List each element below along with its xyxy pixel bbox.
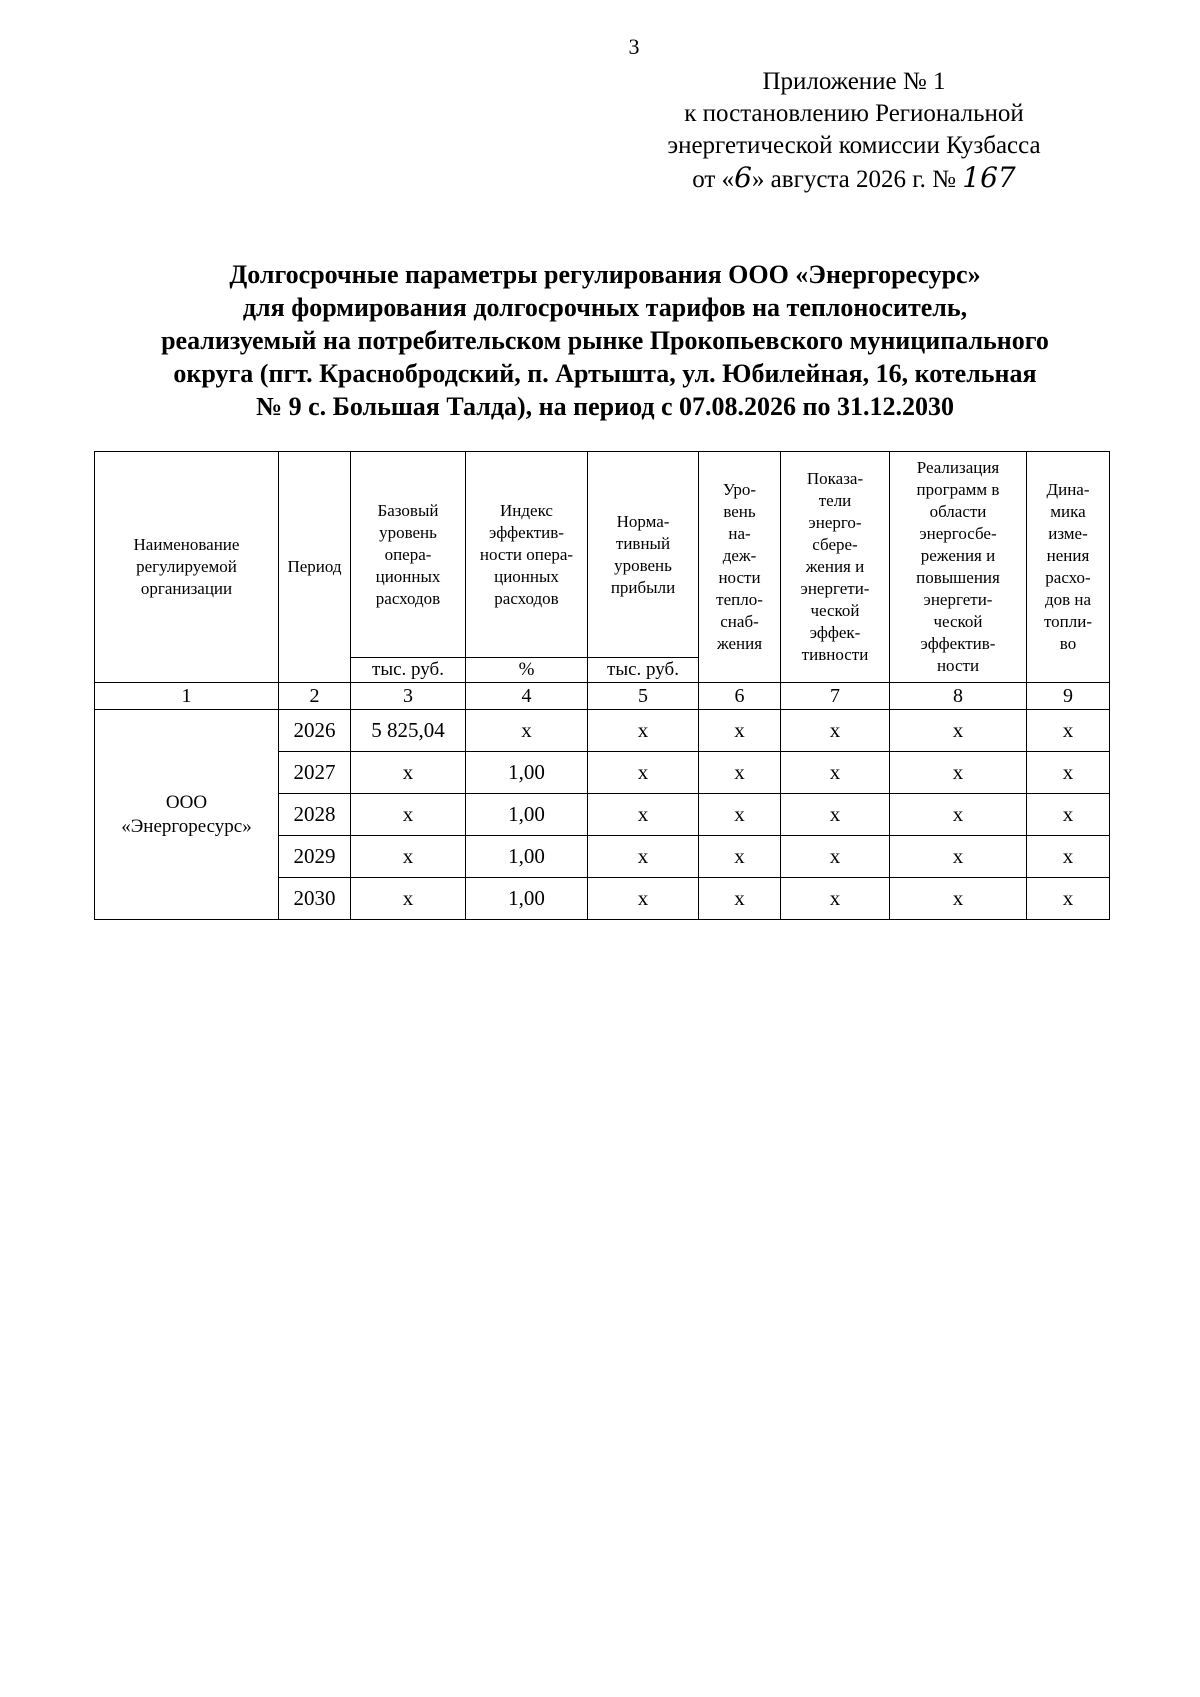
document-title <box>100 258 1110 423</box>
header-base-opex <box>351 452 466 658</box>
energy-saving-programs-cell: x <box>890 752 1027 794</box>
fuel-cost-dynamics-cell: x <box>1027 710 1110 752</box>
unit-efficiency-index: % <box>466 658 588 683</box>
cell-text-line: Уро- <box>722 480 757 499</box>
cell-text-line: Дина- <box>1046 480 1090 499</box>
cell-text-line: энерго- <box>808 513 862 532</box>
title-line-5: № 9 с. Большая Талда), на период с 07.08.2026 по 31.12.2030 <box>255 392 955 421</box>
base-opex-cell: 5 825,04 <box>351 710 466 752</box>
cell-text-line: во <box>1059 634 1077 653</box>
cell-text-line: вень <box>723 502 756 521</box>
fuel-cost-dynamics-cell: x <box>1027 752 1110 794</box>
column-number: 4 <box>466 683 588 710</box>
cell-text-line: жения <box>716 634 763 653</box>
appendix-date-line <box>624 162 1084 196</box>
cell-text-line: ционных <box>494 566 559 586</box>
energy-saving-indicators-cell: x <box>781 752 890 794</box>
normative-profit-cell: x <box>588 710 699 752</box>
base-opex-cell: x <box>351 794 466 836</box>
cell-text-line: уровень <box>379 522 437 542</box>
cell-text-line: топли- <box>1043 612 1093 631</box>
title-line-2: для формирования долгосрочных тарифов на теплоноситель, <box>242 293 968 322</box>
cell-text-line: организации <box>140 579 233 598</box>
period-cell: 2027 <box>279 752 351 794</box>
parameters-table <box>94 451 1110 920</box>
appendix-commission-line: энергетической комиссии Кузбасса <box>667 132 1041 159</box>
cell-text-line: ности <box>718 568 761 587</box>
header-row <box>95 452 1110 658</box>
cell-text-line: расхо- <box>1045 568 1091 587</box>
column-number: 1 <box>95 683 279 710</box>
title-line-3: реализуемый на потребительском рынке Прокопьевского муниципального <box>161 326 1049 355</box>
appendix-title: Приложение № 1 <box>762 68 946 95</box>
cell-text-line: тивности <box>801 645 869 664</box>
cell-text-line: Базовый <box>377 500 439 520</box>
unit-base-opex: тыс. руб. <box>351 658 466 683</box>
efficiency-index-cell: 1,00 <box>466 878 588 920</box>
header-normative-profit <box>588 452 699 658</box>
cell-text-line: Период <box>287 557 342 576</box>
period-cell: 2029 <box>279 836 351 878</box>
energy-saving-programs-cell: x <box>890 794 1027 836</box>
energy-saving-indicators-cell: x <box>781 794 890 836</box>
column-number: 6 <box>699 683 781 710</box>
cell-text-line: расходов <box>494 588 559 608</box>
cell-text-line: Норма- <box>616 511 670 531</box>
base-opex-cell: x <box>351 878 466 920</box>
cell-text-line: на- <box>728 524 751 543</box>
cell-text-line: эффектив- <box>920 634 996 653</box>
reliability-cell: x <box>699 878 781 920</box>
reliability-cell: x <box>699 836 781 878</box>
appendix-block <box>624 66 1084 196</box>
cell-text-line: эффектив- <box>489 522 564 542</box>
date-middle: » августа 2026 г. № <box>751 166 957 193</box>
efficiency-index-cell: 1,00 <box>466 836 588 878</box>
column-number: 7 <box>781 683 890 710</box>
base-opex-cell: x <box>351 836 466 878</box>
cell-text-line: дов на <box>1044 590 1092 609</box>
normative-profit-cell: x <box>588 752 699 794</box>
fuel-cost-dynamics-cell: x <box>1027 836 1110 878</box>
energy-saving-programs-cell: x <box>890 710 1027 752</box>
normative-profit-cell: x <box>588 836 699 878</box>
cell-text-line: эффек- <box>809 623 861 642</box>
cell-text-line: энергети- <box>800 579 870 598</box>
cell-text-line: Наименование <box>133 535 240 554</box>
cell-text-line: Реализация <box>916 458 1000 477</box>
cell-text-line: расходов <box>375 588 441 608</box>
cell-text-line: повышения <box>916 568 1000 587</box>
header-energy-saving-indicators <box>781 452 890 683</box>
cell-text-line: «Энергоресурс» <box>121 815 252 837</box>
appendix-resolution-line: к постановлению Региональной <box>684 100 1024 127</box>
cell-text-line: деж- <box>722 546 757 565</box>
base-opex-cell: x <box>351 752 466 794</box>
period-cell: 2026 <box>279 710 351 752</box>
column-number: 9 <box>1027 683 1110 710</box>
title-line-1: Долгосрочные параметры регулирования ООО «Энергоресурс» <box>229 260 981 289</box>
energy-saving-programs-cell: x <box>890 836 1027 878</box>
cell-text-line: ческой <box>933 612 983 631</box>
column-number: 5 <box>588 683 699 710</box>
efficiency-index-cell: 1,00 <box>466 752 588 794</box>
normative-profit-cell: x <box>588 878 699 920</box>
energy-saving-indicators-cell: x <box>781 836 890 878</box>
date-prefix: от « <box>692 166 735 193</box>
header-efficiency-index <box>466 452 588 658</box>
cell-text-line: энергосбе- <box>919 524 997 543</box>
table-row <box>95 710 1110 752</box>
reliability-cell: x <box>699 710 781 752</box>
header-reliability-level <box>699 452 781 683</box>
cell-text-line: прибыли <box>610 577 676 597</box>
cell-text-line: опера- <box>384 544 432 564</box>
cell-text-line: ческой <box>810 601 860 620</box>
cell-text-line: мика <box>1050 502 1086 521</box>
organization-name <box>95 710 279 920</box>
cell-text-line: тепло- <box>716 590 763 609</box>
cell-text-line: программ в <box>916 480 1000 499</box>
cell-text-line: ности <box>936 656 980 675</box>
efficiency-index-cell: x <box>466 710 588 752</box>
fuel-cost-dynamics-cell: x <box>1027 794 1110 836</box>
cell-text-line: области <box>929 502 987 521</box>
title-line-4: округа (пгт. Краснобродский, п. Артышта, ул. Юбилейная, 16, котельная <box>173 359 1037 388</box>
page-number: 3 <box>628 34 640 59</box>
cell-text-line: ООО <box>165 791 208 813</box>
header-fuel-cost-dynamics <box>1027 452 1110 683</box>
energy-saving-indicators-cell: x <box>781 710 890 752</box>
cell-text-line: энергети- <box>923 590 993 609</box>
header-period <box>279 452 351 683</box>
period-cell: 2030 <box>279 878 351 920</box>
cell-text-line: режения и <box>920 546 996 565</box>
cell-text-line: уровень <box>614 555 672 575</box>
cell-text-line: тивный <box>615 533 671 553</box>
cell-text-line: тели <box>818 491 852 510</box>
column-number: 3 <box>351 683 466 710</box>
handwritten-day: 6 <box>734 161 752 194</box>
energy-saving-programs-cell: x <box>890 878 1027 920</box>
cell-text-line: Показа- <box>806 469 864 488</box>
unit-normative-profit: тыс. руб. <box>588 658 699 683</box>
cell-text-line: ционных <box>375 566 441 586</box>
cell-text-line: нения <box>1046 546 1090 565</box>
cell-text-line: сбере- <box>812 535 858 554</box>
header-organization <box>95 452 279 683</box>
cell-text-line: Индекс <box>500 500 553 520</box>
reliability-cell: x <box>699 752 781 794</box>
header-energy-saving-programs <box>890 452 1027 683</box>
period-cell: 2028 <box>279 794 351 836</box>
cell-text-line: изме- <box>1048 524 1088 543</box>
cell-text-line: ности опера- <box>479 544 574 564</box>
cell-text-line: регулируемой <box>136 557 237 576</box>
fuel-cost-dynamics-cell: x <box>1027 878 1110 920</box>
column-number: 2 <box>279 683 351 710</box>
cell-text-line: жения и <box>805 557 865 576</box>
reliability-cell: x <box>699 794 781 836</box>
handwritten-number: 167 <box>962 161 1016 194</box>
normative-profit-cell: x <box>588 794 699 836</box>
efficiency-index-cell: 1,00 <box>466 794 588 836</box>
column-number-row <box>95 683 1110 710</box>
energy-saving-indicators-cell: x <box>781 878 890 920</box>
column-number: 8 <box>890 683 1027 710</box>
cell-text-line: снаб- <box>720 612 759 631</box>
